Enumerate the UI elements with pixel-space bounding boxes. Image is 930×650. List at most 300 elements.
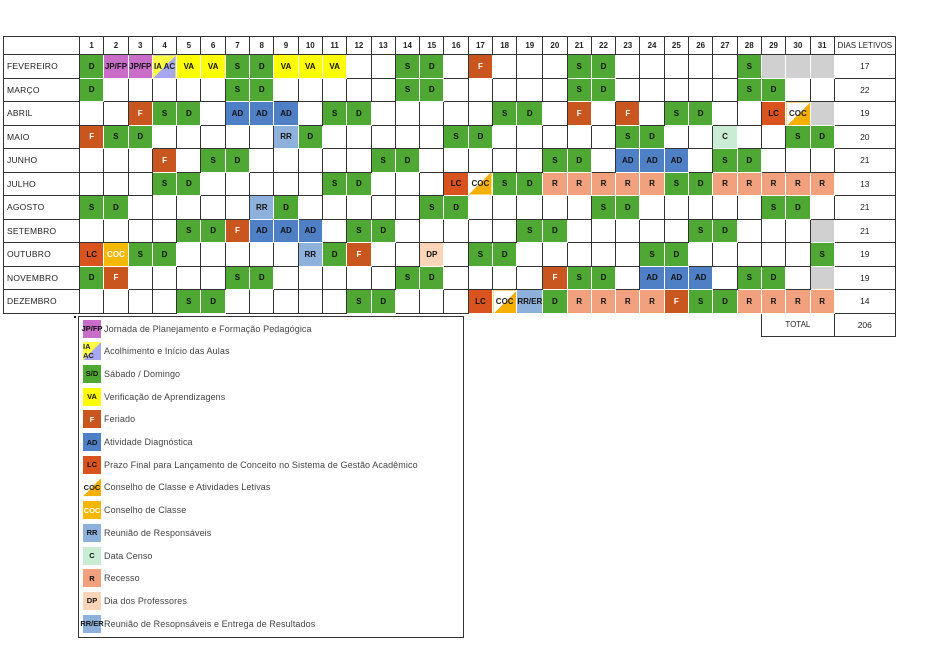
day-cell-r: R [567, 172, 591, 196]
day-cell-empty [128, 172, 152, 196]
legend-swatch-rr: RR [83, 524, 101, 542]
day-cell-empty [444, 55, 468, 79]
month-row [4, 102, 896, 126]
day-cell-empty [640, 102, 664, 126]
day-cell-empty [274, 243, 298, 267]
day-cell-va: VA [177, 55, 201, 79]
day-cell-s: S [713, 149, 737, 173]
day-cell-s: S [225, 266, 249, 290]
day-cell-empty [786, 149, 810, 173]
day-cell-empty [395, 102, 419, 126]
legend-text: Reunião de Responsáveis [104, 527, 212, 538]
day-cell-empty [177, 243, 201, 267]
legend-item [79, 453, 463, 476]
day-cell-d: D [420, 266, 444, 290]
day-cell-va: VA [201, 55, 225, 79]
dias-letivos-value: 21 [834, 149, 895, 173]
day-cell-empty [274, 290, 298, 314]
day-cell-r: R [616, 172, 640, 196]
day-cell-empty [713, 102, 737, 126]
day-cell-d: D [322, 243, 346, 267]
day-cell-gr [810, 55, 834, 79]
day-cell-va: VA [322, 55, 346, 79]
day-cell-empty [371, 78, 395, 102]
day-cell-s: S [664, 172, 688, 196]
day-cell-empty [517, 78, 543, 102]
day-cell-empty [128, 196, 152, 220]
legend-swatch-rer: RR/ER [83, 615, 101, 633]
day-cell-empty [713, 243, 737, 267]
day-cell-r: R [761, 290, 785, 314]
day-cell-d: D [201, 290, 225, 314]
day-cell-empty [616, 266, 640, 290]
day-cell-empty [543, 78, 567, 102]
day-cell-ad: AD [274, 102, 298, 126]
day-cell-empty [80, 102, 104, 126]
day-cell-d: D [104, 196, 128, 220]
day-cell-s: S [395, 55, 419, 79]
day-cell-s: S [810, 243, 834, 267]
spacer-cell [689, 313, 713, 337]
month-name: ABRIL [4, 102, 80, 126]
day-cell-empty [468, 149, 492, 173]
day-cell-empty [80, 219, 104, 243]
day-header: 17 [468, 37, 492, 55]
day-cell-s: S [152, 172, 176, 196]
day-cell-r: R [591, 172, 615, 196]
day-cell-empty [201, 78, 225, 102]
day-cell-d: D [810, 125, 834, 149]
day-cell-empty [201, 125, 225, 149]
day-header: 13 [371, 37, 395, 55]
day-cell-f: F [543, 266, 567, 290]
day-cell-empty [713, 55, 737, 79]
day-cell-empty [128, 78, 152, 102]
day-cell-empty [591, 219, 615, 243]
day-cell-empty [761, 219, 785, 243]
month-name: OUTUBRO [4, 243, 80, 267]
day-cell-empty [395, 243, 419, 267]
day-cell-dp: DP [420, 243, 444, 267]
day-header: 11 [322, 37, 346, 55]
day-cell-empty [493, 125, 517, 149]
header-row [4, 37, 896, 55]
day-header: 29 [761, 37, 785, 55]
day-cell-empty [591, 102, 615, 126]
day-cell-empty [517, 243, 543, 267]
day-cell-s: S [689, 290, 713, 314]
day-cell-d: D [395, 149, 419, 173]
day-header: 4 [152, 37, 176, 55]
day-cell-empty [689, 125, 713, 149]
day-cell-d: D [177, 102, 201, 126]
day-cell-s: S [322, 102, 346, 126]
month-name: SETEMBRO [4, 219, 80, 243]
day-cell-empty [371, 266, 395, 290]
day-cell-s: S [493, 102, 517, 126]
day-cell-d: D [347, 172, 371, 196]
spacer-cell [737, 313, 761, 337]
day-cell-empty [786, 219, 810, 243]
spacer-cell [640, 313, 664, 337]
month-row [4, 172, 896, 196]
day-cell-empty [152, 219, 176, 243]
day-cell-s: S [616, 125, 640, 149]
day-cell-f: F [128, 102, 152, 126]
day-cell-empty [468, 78, 492, 102]
day-cell-gr [761, 55, 785, 79]
day-cell-rr: RR [298, 243, 322, 267]
day-cell-gr [786, 55, 810, 79]
day-cell-empty [250, 243, 274, 267]
day-cell-d: D [80, 266, 104, 290]
day-cell-s: S [322, 172, 346, 196]
corner-cell [4, 37, 80, 55]
legend-swatch-lc: LC [83, 456, 101, 474]
day-cell-empty [347, 55, 371, 79]
spacer-cell [567, 313, 591, 337]
day-cell-f: F [152, 149, 176, 173]
day-cell-empty [616, 243, 640, 267]
month-row [4, 125, 896, 149]
day-cell-empty [591, 149, 615, 173]
legend-item [79, 385, 463, 408]
day-cell-d: D [591, 78, 615, 102]
day-cell-d: D [737, 149, 761, 173]
spacer-cell [713, 313, 737, 337]
total-value: 206 [834, 313, 895, 337]
day-cell-d: D [517, 172, 543, 196]
day-cell-empty [517, 55, 543, 79]
day-cell-d: D [128, 125, 152, 149]
day-cell-empty [395, 219, 419, 243]
day-cell-empty [152, 78, 176, 102]
day-cell-empty [786, 266, 810, 290]
day-cell-d: D [689, 172, 713, 196]
day-header: 23 [616, 37, 640, 55]
day-cell-empty [420, 172, 444, 196]
school-calendar-table [3, 36, 896, 337]
legend-swatch-f: F [83, 410, 101, 428]
legend-item [79, 362, 463, 385]
day-cell-s: S [493, 172, 517, 196]
day-header: 7 [225, 37, 249, 55]
month-name: MAIO [4, 125, 80, 149]
spacer-cell [543, 313, 567, 337]
spacer-cell [493, 313, 517, 337]
dias-letivos-header: DIAS LETIVOS [834, 37, 895, 55]
legend-swatch-ad: AD [83, 433, 101, 451]
day-cell-empty [420, 149, 444, 173]
legend-swatch-ch: COC [83, 478, 101, 496]
legend-text: Acolhimento e Início das Aulas [104, 346, 230, 357]
legend-marker-dot [74, 316, 76, 318]
day-cell-empty [468, 102, 492, 126]
day-cell-empty [664, 125, 688, 149]
day-cell-empty [468, 196, 492, 220]
day-cell-empty [177, 149, 201, 173]
month-name: MARÇO [4, 78, 80, 102]
day-cell-ad: AD [664, 266, 688, 290]
month-row [4, 290, 896, 314]
month-row [4, 243, 896, 267]
dias-letivos-value: 19 [834, 243, 895, 267]
day-cell-empty [810, 149, 834, 173]
day-header: 31 [810, 37, 834, 55]
day-cell-empty [468, 219, 492, 243]
day-header: 20 [543, 37, 567, 55]
day-cell-d: D [274, 196, 298, 220]
day-cell-empty [493, 266, 517, 290]
day-cell-f: F [347, 243, 371, 267]
day-header: 25 [664, 37, 688, 55]
spacer-cell [517, 313, 543, 337]
day-cell-s: S [225, 78, 249, 102]
day-cell-r: R [591, 290, 615, 314]
legend-swatch-dp: DP [83, 592, 101, 610]
legend-swatch-va: VA [83, 388, 101, 406]
day-cell-empty [543, 55, 567, 79]
day-cell-empty [786, 243, 810, 267]
legend-box [78, 316, 464, 638]
day-cell-d: D [420, 78, 444, 102]
day-cell-d: D [468, 125, 492, 149]
legend-text: Conselho de Classe e Atividades Letivas [104, 482, 271, 493]
day-header: 19 [517, 37, 543, 55]
day-cell-s: S [737, 78, 761, 102]
day-cell-empty [761, 125, 785, 149]
day-cell-s: S [761, 196, 785, 220]
day-cell-empty [493, 55, 517, 79]
day-cell-d: D [689, 102, 713, 126]
day-cell-s: S [468, 243, 492, 267]
day-header: 28 [737, 37, 761, 55]
day-cell-ad: AD [689, 266, 713, 290]
day-cell-ad: AD [250, 219, 274, 243]
month-name: AGOSTO [4, 196, 80, 220]
day-cell-f: F [468, 55, 492, 79]
day-header: 22 [591, 37, 615, 55]
legend-swatch-coc: COC [83, 501, 101, 519]
day-cell-r: R [786, 290, 810, 314]
day-cell-empty [347, 196, 371, 220]
day-cell-empty [177, 196, 201, 220]
day-cell-gr [810, 219, 834, 243]
day-cell-empty [250, 172, 274, 196]
day-cell-d: D [250, 55, 274, 79]
day-cell-d: D [493, 243, 517, 267]
day-cell-empty [713, 78, 737, 102]
day-cell-empty [761, 149, 785, 173]
dias-letivos-value: 19 [834, 266, 895, 290]
day-cell-empty [444, 243, 468, 267]
day-cell-d: D [543, 290, 567, 314]
day-header: 9 [274, 37, 298, 55]
day-cell-s: S [737, 55, 761, 79]
day-header: 12 [347, 37, 371, 55]
day-cell-s: S [347, 290, 371, 314]
day-cell-ad: AD [616, 149, 640, 173]
day-cell-r: R [640, 290, 664, 314]
day-cell-empty [225, 243, 249, 267]
day-cell-empty [128, 266, 152, 290]
day-cell-empty [420, 125, 444, 149]
day-cell-empty [104, 290, 128, 314]
month-row [4, 55, 896, 79]
day-cell-r: R [737, 290, 761, 314]
day-cell-empty [713, 196, 737, 220]
day-cell-s: S [201, 149, 225, 173]
day-cell-empty [298, 78, 322, 102]
day-cell-d: D [250, 78, 274, 102]
day-cell-empty [274, 149, 298, 173]
month-row [4, 78, 896, 102]
day-cell-empty [104, 102, 128, 126]
month-row [4, 196, 896, 220]
day-cell-d: D [371, 290, 395, 314]
legend-swatch-ia: IA AC [83, 342, 101, 360]
day-cell-f: F [664, 290, 688, 314]
legend-item [79, 567, 463, 590]
day-cell-empty [298, 102, 322, 126]
day-header: 30 [786, 37, 810, 55]
day-cell-empty [689, 55, 713, 79]
day-cell-gr [810, 102, 834, 126]
day-cell-empty [298, 290, 322, 314]
dias-letivos-value: 14 [834, 290, 895, 314]
day-cell-r: R [761, 172, 785, 196]
legend-item [79, 317, 463, 340]
legend-text: Data Censo [104, 550, 153, 561]
day-cell-rer: RR/ER [517, 290, 543, 314]
day-cell-empty [298, 149, 322, 173]
day-cell-f: F [616, 102, 640, 126]
legend-item [79, 612, 463, 635]
legend-text: Feriado [104, 414, 136, 425]
day-cell-empty [567, 219, 591, 243]
day-cell-empty [152, 196, 176, 220]
day-cell-empty [347, 78, 371, 102]
day-cell-d: D [713, 290, 737, 314]
day-cell-empty [80, 149, 104, 173]
day-cell-empty [371, 243, 395, 267]
day-cell-empty [274, 78, 298, 102]
day-cell-empty [567, 243, 591, 267]
legend-text: Verificação de Aprendizagens [104, 391, 226, 402]
day-cell-empty [737, 196, 761, 220]
day-cell-empty [274, 266, 298, 290]
day-cell-empty [177, 266, 201, 290]
day-cell-d: D [444, 196, 468, 220]
day-cell-empty [616, 78, 640, 102]
day-cell-d: D [567, 149, 591, 173]
day-cell-empty [371, 102, 395, 126]
month-row [4, 149, 896, 173]
day-cell-empty [128, 219, 152, 243]
day-cell-s: S [225, 55, 249, 79]
day-cell-s: S [371, 149, 395, 173]
day-cell-empty [347, 266, 371, 290]
day-cell-empty [689, 243, 713, 267]
day-cell-rr: RR [274, 125, 298, 149]
legend-text: Prazo Final para Lançamento de Conceito no Sistema de Gestão Acadêmico [104, 459, 418, 470]
day-cell-empty [420, 102, 444, 126]
day-cell-d: D [591, 55, 615, 79]
day-cell-d: D [591, 266, 615, 290]
day-cell-empty [322, 149, 346, 173]
day-cell-c: C [713, 125, 737, 149]
day-cell-va: VA [298, 55, 322, 79]
day-cell-lc: LC [468, 290, 492, 314]
day-cell-d: D [347, 102, 371, 126]
legend-item [79, 521, 463, 544]
day-cell-f: F [104, 266, 128, 290]
day-cell-lc: LC [444, 172, 468, 196]
day-cell-empty [713, 266, 737, 290]
day-cell-empty [322, 290, 346, 314]
day-cell-f: F [567, 102, 591, 126]
dias-letivos-value: 17 [834, 55, 895, 79]
day-cell-d: D [761, 78, 785, 102]
day-cell-d: D [80, 55, 104, 79]
day-cell-empty [444, 290, 468, 314]
day-cell-d: D [80, 78, 104, 102]
month-row [4, 266, 896, 290]
day-cell-empty [201, 266, 225, 290]
day-cell-empty [517, 149, 543, 173]
day-cell-d: D [177, 172, 201, 196]
day-cell-empty [201, 172, 225, 196]
day-cell-d: D [201, 219, 225, 243]
day-cell-d: D [761, 266, 785, 290]
day-cell-empty [347, 149, 371, 173]
day-header: 18 [493, 37, 517, 55]
day-cell-empty [493, 149, 517, 173]
day-cell-empty [810, 78, 834, 102]
legend-text: Reunião de Resopnsáveis e Entrega de Resultados [104, 618, 316, 629]
day-cell-empty [104, 172, 128, 196]
day-cell-empty [104, 149, 128, 173]
day-cell-empty [225, 290, 249, 314]
day-cell-empty [250, 149, 274, 173]
day-cell-empty [128, 290, 152, 314]
day-cell-ch: COC [468, 172, 492, 196]
day-cell-d: D [664, 243, 688, 267]
day-cell-s: S [640, 243, 664, 267]
day-cell-s: S [152, 102, 176, 126]
legend-item [79, 476, 463, 499]
day-cell-empty [225, 172, 249, 196]
day-cell-empty [322, 266, 346, 290]
dias-letivos-value: 19 [834, 102, 895, 126]
day-cell-s: S [689, 219, 713, 243]
day-cell-empty [640, 55, 664, 79]
legend-text: Dia dos Professores [104, 595, 187, 606]
day-cell-s: S [567, 78, 591, 102]
day-cell-empty [128, 149, 152, 173]
day-cell-d: D [713, 219, 737, 243]
day-cell-empty [664, 78, 688, 102]
day-cell-empty [201, 102, 225, 126]
day-cell-empty [371, 172, 395, 196]
day-cell-empty [737, 243, 761, 267]
dias-letivos-value: 22 [834, 78, 895, 102]
day-cell-r: R [640, 172, 664, 196]
month-row [4, 219, 896, 243]
day-cell-empty [689, 78, 713, 102]
day-cell-empty [274, 172, 298, 196]
day-cell-empty [517, 125, 543, 149]
